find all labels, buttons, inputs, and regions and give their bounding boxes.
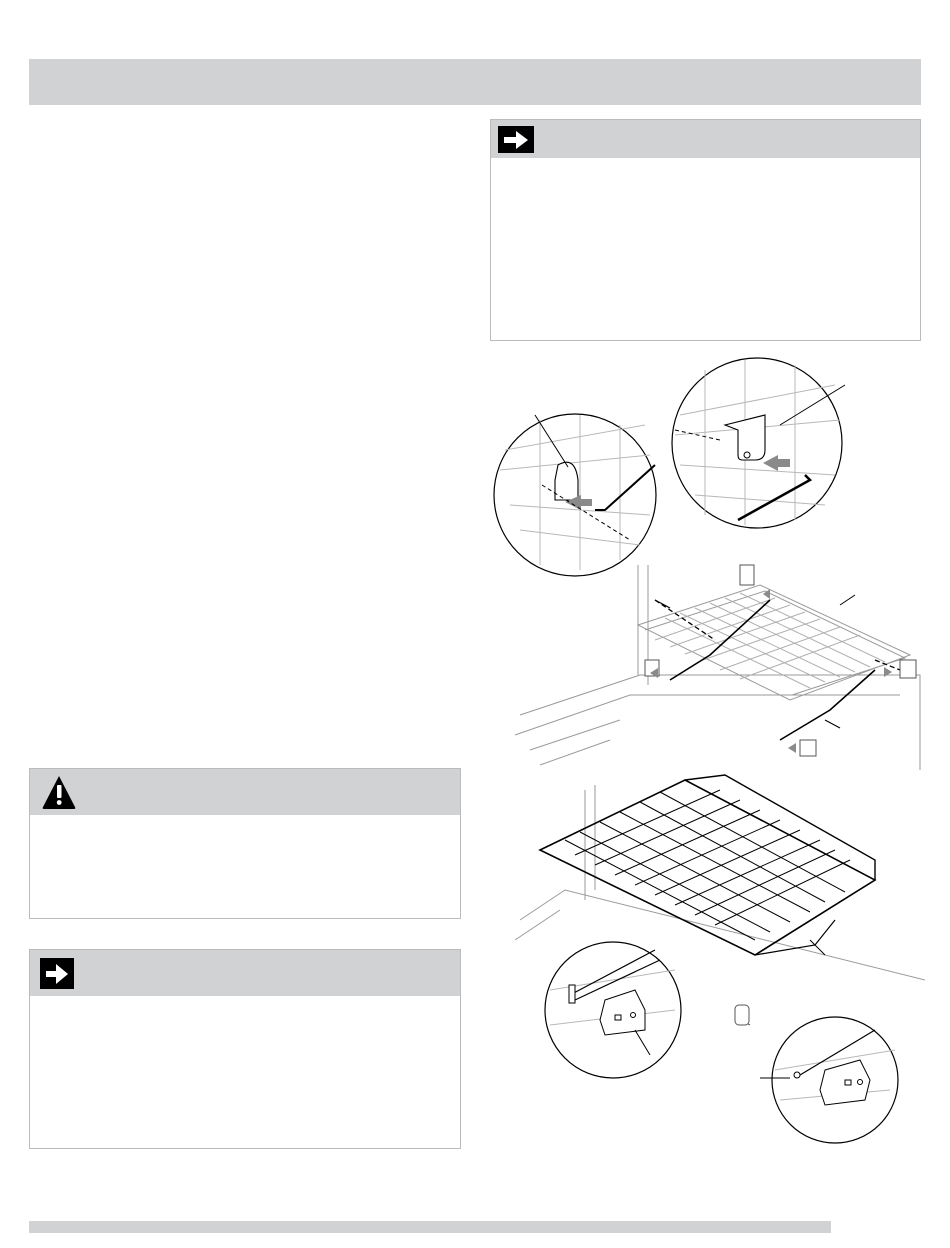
warning-triangle-icon xyxy=(41,773,77,811)
arrow-right-icon xyxy=(40,958,74,989)
note-header xyxy=(30,950,460,996)
rack-wire-installation-illustration xyxy=(480,355,940,775)
rack-slide-bracket-illustration xyxy=(505,770,925,1150)
warning-header xyxy=(30,769,460,815)
page-footer-bar xyxy=(29,1221,831,1233)
warning-box xyxy=(29,768,461,919)
page-header-bar xyxy=(29,59,921,105)
arrow-right-icon xyxy=(498,126,534,153)
note-box-top-right xyxy=(490,119,921,341)
note-box-bottom-left xyxy=(29,949,461,1149)
note-header xyxy=(491,120,920,158)
